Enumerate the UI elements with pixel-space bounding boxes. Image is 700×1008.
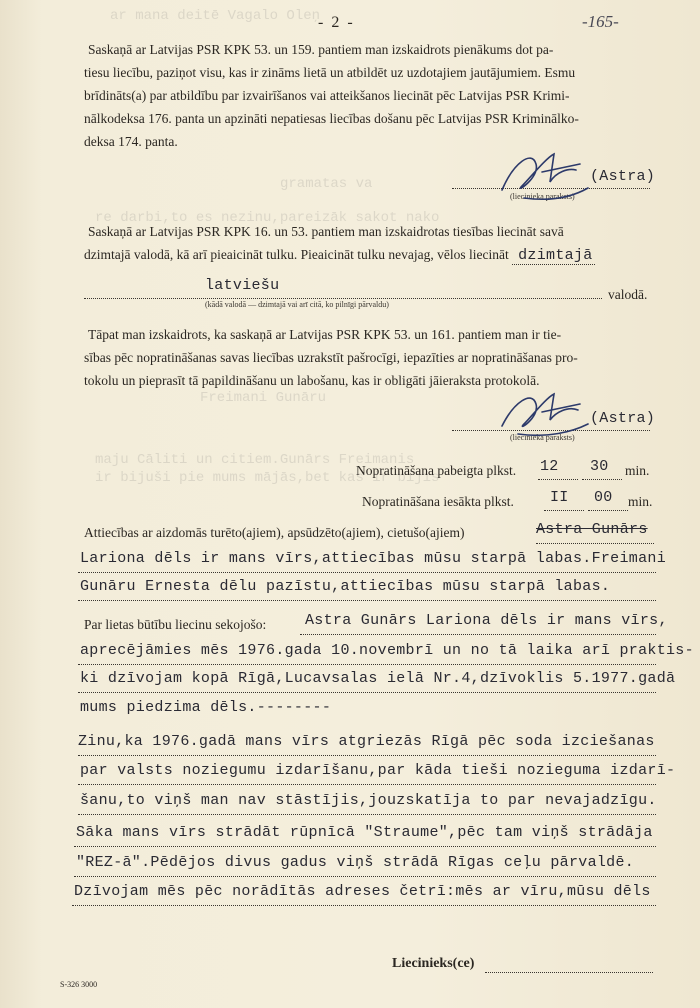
text-line: Tāpat man izskaidrots, ka saskaņā ar Latvijas PSR KPK 53. un 161. pantiem man ir tie- <box>88 327 562 342</box>
start-min-label: min. <box>628 494 653 509</box>
text-line: deksa 174. panta. <box>84 134 178 149</box>
rights-paragraph-2 <box>84 220 652 267</box>
end-time-label: Nopratināšana pabeigta plkst. <box>356 463 517 478</box>
start-time-label: Nopratināšana iesākta plkst. <box>362 494 514 509</box>
typed-dzimtaja: dzimtajā <box>512 247 594 265</box>
start-min: 00 <box>594 489 613 506</box>
testimony-typed-first: Astra Gunārs Lariona dēls ir mans vīrs, <box>305 612 668 629</box>
page-number: - 2 - <box>318 14 355 31</box>
relations-line-2 <box>78 572 656 573</box>
testimony-underline <box>78 664 656 665</box>
testimony-line: par valsts noziegumu izdarīšanu,par kāda tieši nozieguma izdarī- <box>80 762 676 779</box>
signature-name-1: (Astra) <box>590 168 656 185</box>
testimony-line: mums piedzima dēls.-------- <box>80 699 332 716</box>
text-line: nālkodeksa 176. panta un apzināti nepatiesas liecības došanu pēc Latvijas PSR Kriminālko- <box>84 111 579 126</box>
testimony-label: Par lietas būtību liecinu sekojošo: <box>84 617 267 632</box>
start-min-line <box>588 510 628 511</box>
rights-paragraph-3 <box>84 323 652 392</box>
language-line <box>84 298 602 299</box>
end-min-label: min. <box>625 463 650 478</box>
end-min-line <box>582 479 622 480</box>
testimony-line: Zinu,ka 1976.gadā mans vīrs atgriezās Rīgā pēc soda izciešanas <box>78 733 655 750</box>
word-valoda: valodā. <box>608 287 648 302</box>
relations-typed-line2: Lariona dēls ir mans vīrs,attiecības mūsu starpā labas.Freimani <box>80 550 666 567</box>
testimony-underline <box>78 692 656 693</box>
document-page: ar mana deitē Vagalo Oleņ gramatas va re darbi,to es nezinu,pareizāk sakot nako Freimani Gunāru maju Cāliti un citiem.Gunārs Freimanis ir bijuši pie mums mājās,bet kas ir bijis - 2 - -165- Saskaņā ar Latvijas PSR KPK 53. un 159. pantiem man izskaidrots pienākums dot pa- tiesu liecību, paziņot visu, kas ir zināms lietā un atbildēt uz uzdotajiem jautājumiem. Esmu brīdināts(a) par atbildību par izvairīšanos vai atteikšanos liecināt pēc Latvijas PSR Krimi- nālkodeksa 176. panta un apzināti nepatiesas liecības došanu pēc Latvijas PSR Kriminālko- deksa 174. panta. (Astra) (liecinieka paraksts) Saskaņā ar Latvijas PSR KPK 16. un 53. pantiem man izskaidrotas tiesības liecināt savā dzimtajā valodā, kā arī pieaicināt tulku. Pieaicināt tulku nevajag, vēlos liecināt dzimtajā latviešu valodā. (kādā valodā — dzimtajā vai arī citā, ko pilnīgi pārvaldu) Tāpat man izskaidrots, ka saskaņā ar Latvijas PSR KPK 53. un 161. pantiem man ir tie- sības pēc nopratināšanas savas liecības uzrakstīt pašrocīgi, iepazīties ar nopratināšanas pro- tokolu un pieprasīt tā papildināšanu un labošanu, kas ir obligāti jāieraksta protokolā. (Astra) (liecinieka paraksts) Nopratināšana pabeigta plkst. 12 30 min. Nopratināšana iesākta plkst. II 00 min. Attiecības ar aizdomās turēto(ajiem), apsūdzēto(ajiem), cietušo(ajiem) Astra Gunārs Lariona dēls ir mans vīrs,attiecības mūsu starpā labas.Freimani Gunāru Ernesta dēlu pazīstu,attiecības mūsu starpā labas. Par lietas būtību liecinu sekojošo: Astra Gunārs Lariona dēls ir mans vīrs, aprecējāmies mēs 1976.gada 10.novembrī un no tā laika arī praktis- ki dzīvojam kopā Rīgā,Lucavsalas ielā Nr.4,dzīvoklis 5.1977.gadā mums piedzima dēls.-------- Zinu,ka 1976.gadā mans vīrs atgriezās Rīgā pēc soda izciešanas par valsts noziegumu izdarīšanu,par kāda tieši nozieguma izdarī- šanu,to viņš man nav stāstījis,jouzskatīja to par nevajadzīgu. Sāka mans vīrs strādāt rūpnīcā "Straume",pēc tam viņš strādāja "REZ-ā".Pēdējos divus gadus viņš strādā Rīgas ceļu pārvaldē. Dzīvojam mēs pēc norādītās adreses četrī:mēs ar vīru,mūsu dēls Liecinieks(ce) S-326 3000 <box>0 0 700 1008</box>
testimony-line-0 <box>300 634 656 635</box>
signature-mark-2 <box>488 384 598 444</box>
testimony-line: aprecējāmies mēs 1976.gada 10.novembrī un no tā laika arī praktis- <box>80 642 694 659</box>
testimony-underline <box>72 905 656 906</box>
testimony-line: Dzīvojam mēs pēc norādītās adreses četrī:mēs ar vīru,mūsu dēls <box>74 883 651 900</box>
witness-label: Liecinieks(ce) <box>392 956 475 971</box>
testimony-underline <box>78 784 656 785</box>
language-caption: (kādā valodā — dzimtajā vai arī citā, ko pilnīgi pārvaldu) <box>205 300 389 309</box>
testimony-line: "REZ-ā".Pēdējos divus gadus viņš strādā Rīgas ceļu pārvaldē. <box>76 854 635 871</box>
relations-typed-line3: Gunāru Ernesta dēlu pazīstu,attiecības mūsu starpā labas. <box>80 578 611 595</box>
testimony-line: šanu,to viņš man nav stāstījis,jouzskatīja to par nevajadzīgu. <box>80 792 657 809</box>
relations-label: Attiecības ar aizdomās turēto(ajiem), apsūdzēto(ajiem), cietušo(ajiem) <box>84 525 465 540</box>
start-hour: II <box>550 489 569 506</box>
start-hour-line <box>544 510 584 511</box>
end-min: 30 <box>590 458 609 475</box>
relations-line-3 <box>78 600 656 601</box>
typed-language: latviešu <box>205 277 280 294</box>
signature-caption-1: (liecinieka paraksts) <box>510 192 575 201</box>
rights-paragraph-1 <box>84 38 652 153</box>
text-line: tiesu liecību, paziņot visu, kas ir zināms lietā un atbildēt uz uzdotajiem jautājumiem. Esmu <box>84 65 576 80</box>
testimony-underline <box>78 755 656 756</box>
end-hour-line <box>538 479 578 480</box>
text-line-2: dzimtajā valodā, kā arī pieaicināt tulku. Pieaicināt tulku nevajag, vēlos liecināt <box>84 247 509 262</box>
relations-line-1 <box>536 543 654 544</box>
text-line: tokolu un pieprasīt tā papildināšanu un labošanu, kas ir obligāti jāieraksta protokolā. <box>84 373 540 388</box>
testimony-line: ki dzīvojam kopā Rīgā,Lucavsalas ielā Nr.4,dzīvoklis 5.1977.gadā <box>80 670 676 687</box>
testimony-line: Sāka mans vīrs strādāt rūpnīcā "Straume",pēc tam viņš strādāja <box>76 824 653 841</box>
text-line <box>84 243 652 267</box>
testimony-underline <box>78 814 656 815</box>
text-line: brīdināts(a) par atbildību par izvairīšanos vai atteikšanos liecināt pēc Latvijas PSR Krimi- <box>84 88 570 103</box>
signature-mark-1 <box>484 142 594 212</box>
signature-caption-2: (liecinieka paraksts) <box>510 433 575 442</box>
testimony-underline <box>74 846 656 847</box>
signature-name-2: (Astra) <box>590 410 656 427</box>
testimony-underline <box>74 876 656 877</box>
form-code: S-326 3000 <box>60 980 98 989</box>
text-line: Saskaņā ar Latvijas PSR KPK 53. un 159. pantiem man izskaidrots pienākums dot pa- <box>88 42 554 57</box>
text-line: sības pēc nopratināšanas savas liecības uzrakstīt pašrocīgi, iepazīties ar nopratināšanas pro- <box>84 350 578 365</box>
text-line: Saskaņā ar Latvijas PSR KPK 16. un 53. pantiem man izskaidrotas tiesības liecināt savā <box>88 224 564 239</box>
witness-signature-line <box>485 972 653 973</box>
sheet-number: -165- <box>582 12 619 31</box>
relations-typed-first: Astra Gunārs <box>536 521 648 538</box>
end-hour: 12 <box>540 458 559 475</box>
